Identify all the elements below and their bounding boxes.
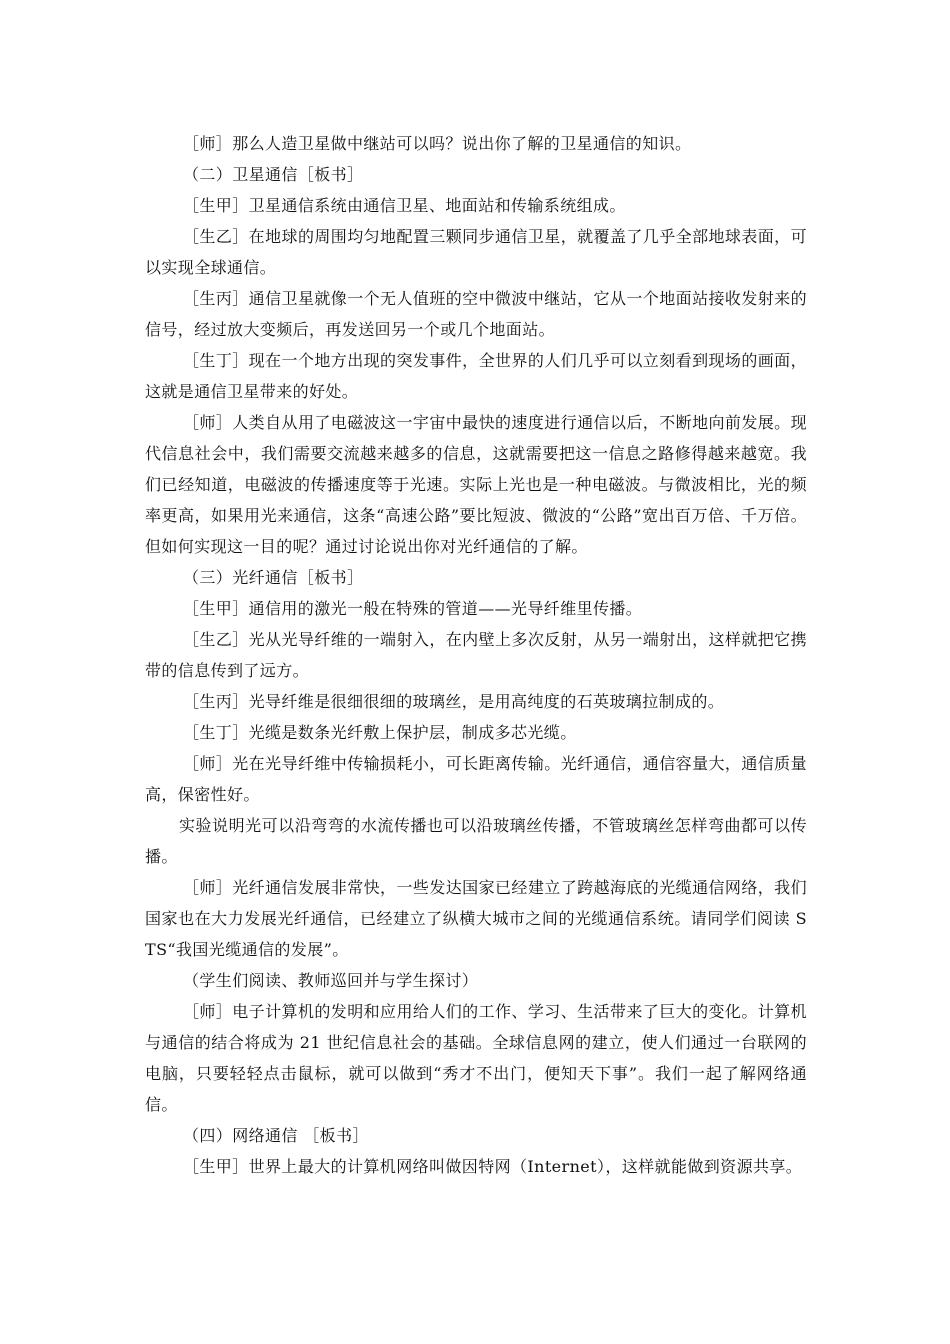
paragraph-teacher-fiber-development: ［师］光纤通信发展非常快，一些发达国家已经建立了跨越海底的光缆通信网络，我们国家也在大力发展光纤通信，已经建立了纵横大城市之间的光缆通信系统。请同学们阅读 STS“我国光缆通信的发展”。 [145,878,807,959]
paragraph-student-c-fiber: ［生丙］光导纤维是很细很细的玻璃丝，是用高纯度的石英玻璃拉制成的。 [183,692,725,711]
paragraph-student-a-satellite: ［生甲］卫星通信系统由通信卫星、地面站和传输系统组成。 [183,196,626,215]
heading-network-communication: （四）网络通信 ［板书］ [183,1126,369,1145]
paragraph-teacher-light-communication: ［师］人类自从用了电磁波这一宇宙中最快的速度进行通信以后，不断地向前发展。现代信息社会中，我们需要交流越来越多的信息，这就需要把这一信息之路修得越来越宽。我们已经知道，电磁波的传播速度等于光速。实际上光也是一种电磁波。与微波相比，光的频率更高，如果用光来通信，这条“高速公路”要比短波、微波的“公路”宽出百万倍、千万倍。但如何实现这一目的呢？通过讨论说出你对光纤通信的了解。 [145,413,807,556]
heading-fiber-communication: （三）光纤通信［板书］ [183,568,364,587]
document-body [145,128,807,1182]
paragraph-teacher-satellite-question: ［师］那么人造卫星做中继站可以吗？说出你了解的卫星通信的知识。 [183,134,692,153]
paragraph-student-a-internet: ［生甲］世界上最大的计算机网络叫做因特网（Internet），这样就能做到资源共享。 [183,1157,803,1176]
paragraph-student-a-fiber: ［生甲］通信用的激光一般在特殊的管道——光导纤维里传播。 [183,599,643,618]
paragraph-student-d-fiber: ［生丁］光缆是数条光纤敷上保护层，制成多芯光缆。 [183,723,577,742]
paragraph-student-reading-note: （学生们阅读、教师巡回并与学生探讨） [183,971,479,990]
paragraph-student-d-satellite: ［生丁］现在一个地方出现的突发事件，全世界的人们几乎可以立刻看到现场的画面，这就是通信卫星带来的好处。 [145,351,807,401]
paragraph-student-b-satellite: ［生乙］在地球的周围均匀地配置三颗同步通信卫星，就覆盖了几乎全部地球表面，可以实现全球通信。 [145,227,807,277]
paragraph-student-c-satellite: ［生丙］通信卫星就像一个无人值班的空中微波中继站，它从一个地面站接收发射来的信号，经过放大变频后，再发送回另一个或几个地面站。 [145,289,807,339]
paragraph-experiment-note: 实验说明光可以沿弯弯的水流传播也可以沿玻璃丝传播，不管玻璃丝怎样弯曲都可以传播。 [145,816,807,866]
heading-satellite-communication: （二）卫星通信［板书］ [183,165,364,184]
paragraph-student-b-fiber: ［生乙］光从光导纤维的一端射入，在内壁上多次反射，从另一端射出，这样就把它携带的信息传到了远方。 [145,630,807,680]
paragraph-teacher-fiber-advantages: ［师］光在光导纤维中传输损耗小，可长距离传输。光纤通信，通信容量大，通信质量高，保密性好。 [145,754,807,804]
paragraph-teacher-computer-network: ［师］电子计算机的发明和应用给人们的工作、学习、生活带来了巨大的变化。计算机与通信的结合将成为 21 世纪信息社会的基础。全球信息网的建立，使人们通过一台联网的电脑，只要轻轻点击鼠标，就可以做到“秀才不出门，便知天下事”。我们一起了解网络通信。 [145,1002,807,1114]
